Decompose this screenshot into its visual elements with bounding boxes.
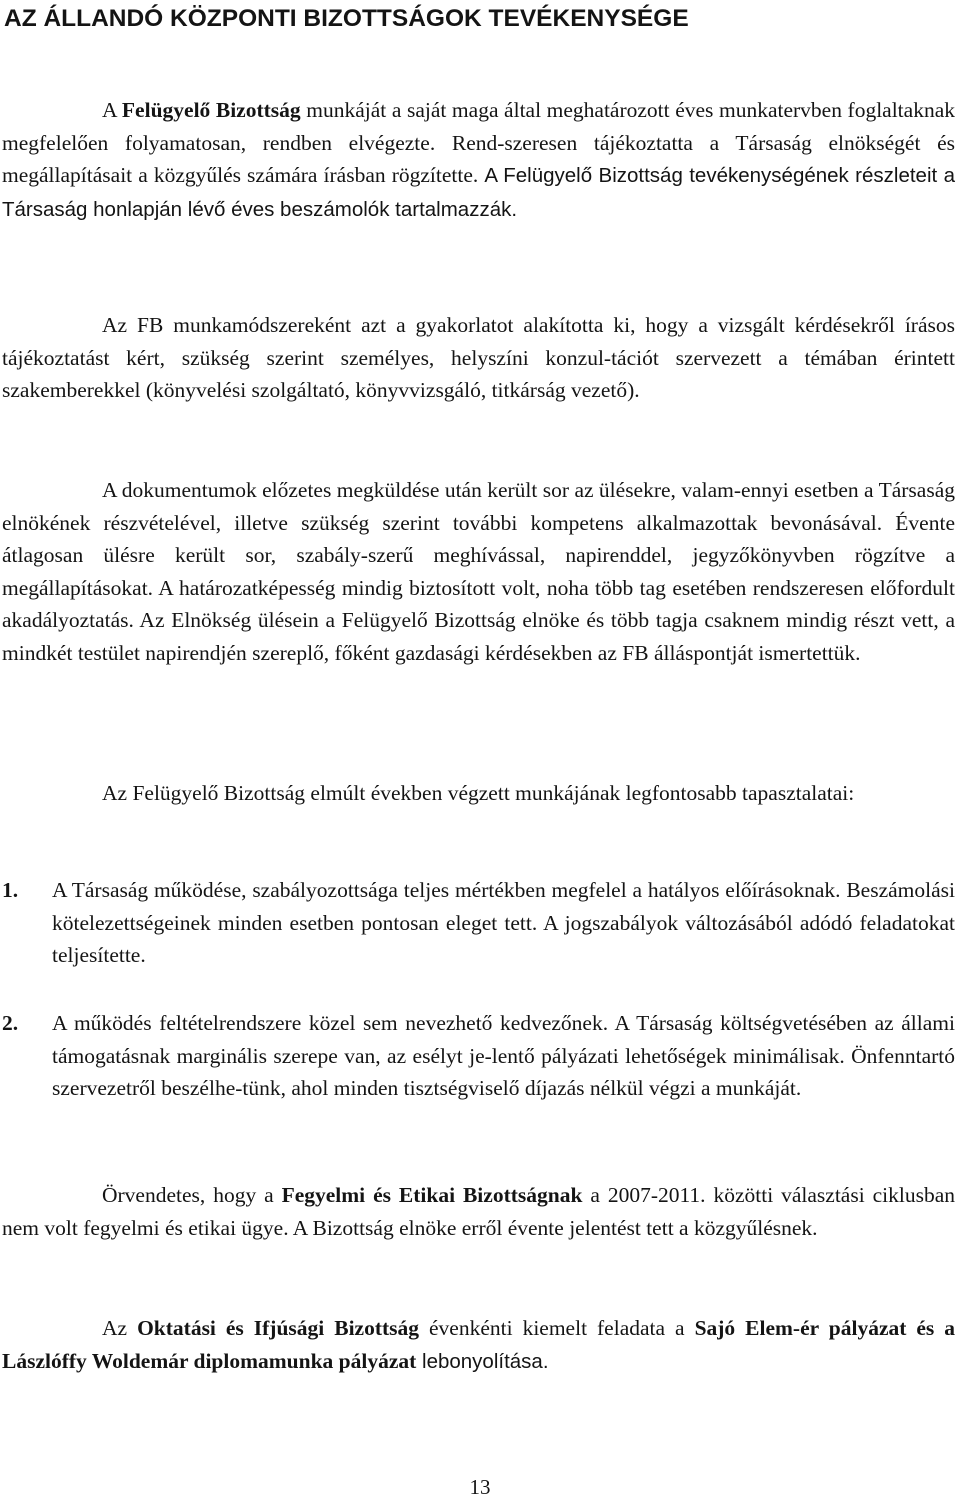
- p6-text-a: Az: [102, 1316, 138, 1340]
- p1-text-c: munkáját a saját maga által meghatározott éves munkatervben foglaltaknak megfelelően folyamatosan, rendben elvégezte. Rend-szeresen tájékoztatta a Társaság elnökségét és megállapításait a közgyűlés számára írásban rögzítette.: [2, 98, 955, 187]
- list-item-text: A működés feltételrendszere közel sem nevezhető kedvezőnek. A Társaság költségvetésében az állami támogatásnak marginális szerepe van, az esélyt je-lentő pályázati lehetőségek minimálisak. Önfenntartó szervezetről beszélhe-tünk, ahol minden tisztségviselő díjazás nélkül végzi a munkáját.: [52, 1011, 955, 1100]
- list-item-number: 1.: [2, 878, 19, 902]
- p1-text-a: A: [102, 98, 122, 122]
- section-heading: AZ ÁLLANDÓ KÖZPONTI BIZOTTSÁGOK TEVÉKENYSÉGE: [4, 5, 689, 32]
- list-item: [2, 1007, 955, 1105]
- p6-bold-education-committee: Oktatási és Ifjúsági Bizottság: [137, 1316, 420, 1340]
- paragraph-experiences-intro: Az Felügyelő Bizottság elmúlt években végzett munkájának legfontosabb tapasztalatai:: [102, 781, 855, 805]
- list-item: [2, 874, 955, 972]
- p1-bold-supervisory-board: Felügyelő Bizottság: [121, 98, 301, 122]
- paragraph-meetings: A dokumentumok előzetes megküldése után került sor az ülésekre, valam-ennyi esetben a Társaság elnökének részvételével, illetve szükség szerint további kompetens alkalmazottak bevonásával. Évente átlagosan ülésre került sor, szabály-szerű meghívással, napirenddel, jegyzőkönyvben rögzítve a megállapításokat. A határozatképesség mindig biztosított volt, noha több tag esetében rendszeresen előfordult akadályoztatás. Az Elnökség ülésein a Felügyelő Bizottság elnöke és több tagja csaknem mindig részt vett, a mindkét testület napirendjén szereplő, főként gazdasági kérdésekben az FB álláspontját ismertettük.: [2, 478, 955, 665]
- paragraph-disciplinary-committee: [2, 1179, 955, 1244]
- list-item-text: A Társaság működése, szabályozottsága teljes mértékben megfelel a hatályos előírásoknak. Beszámolási kötelezettségeinek minden esetben pontosan eleget tett. A jogszabályok változásából adódó feladatokat teljesítette.: [52, 878, 955, 967]
- page-number: 13: [469, 1475, 491, 1499]
- p5-text-a: Örvendetes, hogy a: [102, 1183, 282, 1207]
- paragraph-working-method: Az FB munkamódszereként azt a gyakorlatot alakította ki, hogy a vizsgált kérdésekről írásos tájékoztatást kért, szükség szerint személyes, helyszíni konzul-tációt szervezett a témában érintett szakemberekkel (könyvelési szolgáltató, könyvvizsgáló, titkárság vezető).: [2, 313, 955, 402]
- p5-text-c: a 2007-2011. közötti választási ciklusban nem volt fegyelmi és etikai ügye. A Bizottság elnöke erről évente jelentést tett a közgyűlésnek.: [2, 1183, 955, 1240]
- paragraph-supervisory-board: [2, 94, 955, 226]
- p6-bold-competitions: Sajó Elem-ér pályázat és a Lászlóffy Woldemár diplomamunka pályázat: [2, 1316, 956, 1373]
- p6-text-c: évenkénti kiemelt feladata a: [419, 1316, 695, 1340]
- paragraph-education-committee: [2, 1312, 955, 1378]
- p5-bold-disciplinary-committee: Fegyelmi és Etikai Bizottságnak: [281, 1183, 583, 1207]
- p1-text-sans: A Felügyelő Bizottság tevékenységének részleteit a Társaság honlapján lévő éves beszámolók tartalmazzák.: [2, 164, 955, 221]
- list-item-number: 2.: [2, 1011, 19, 1035]
- p6-text-e: lebonyolítása.: [416, 1349, 549, 1373]
